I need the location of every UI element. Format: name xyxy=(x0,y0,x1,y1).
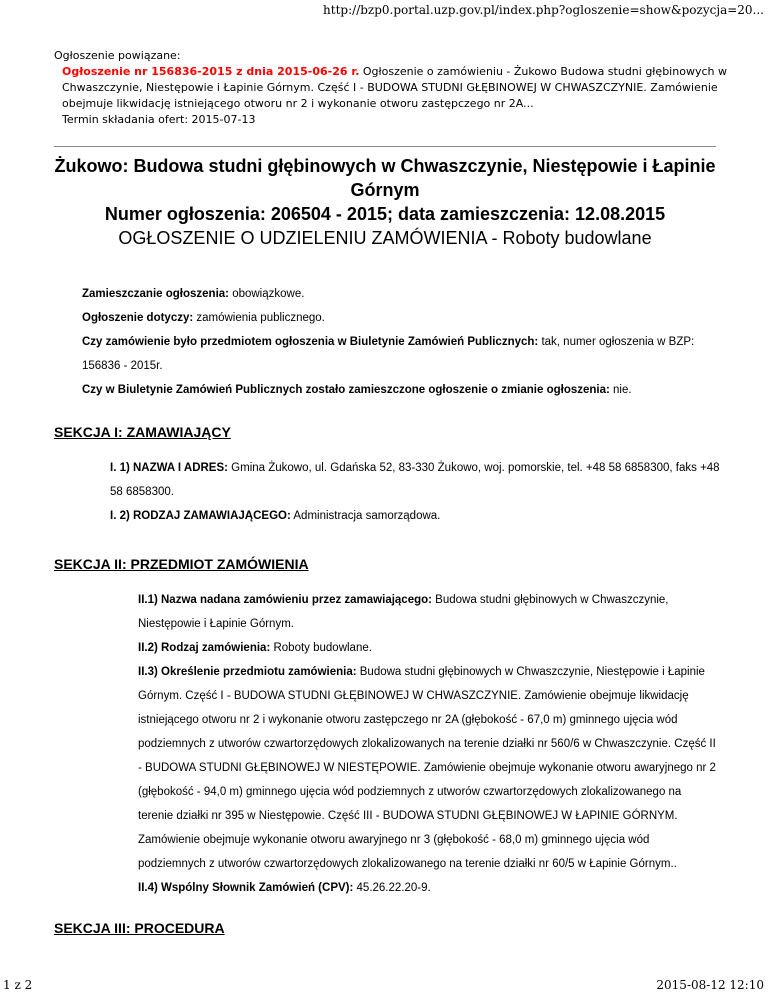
section-1-item: I. 2) RODZAJ ZAMAWIAJĄCEGO: Administracja samorządowa. xyxy=(110,510,441,522)
page-title xyxy=(54,154,716,250)
section-2-item: II.4) Wspólny Słownik Zamówień (CPV): 45.26.22.20-9. xyxy=(138,882,431,894)
related-notice-link[interactable]: Ogłoszenie nr 156836-2015 z dnia 2015-06-26 r. xyxy=(62,65,360,78)
section-2-item: II.2) Rodzaj zamówienia: Roboty budowlane. xyxy=(138,642,372,654)
section-2-body xyxy=(138,588,718,900)
divider xyxy=(54,146,716,147)
related-heading: Ogłoszenie powiązane: xyxy=(54,49,181,62)
related-notice xyxy=(54,48,734,128)
intro-block xyxy=(82,282,722,402)
related-notice-text: Ogłoszenie o zamówieniu - Żukowo Budowa studni głębinowych w Chwaszczynie, Niestępowie i Łapinie Górnym. Część I - BUDOWA STUDNI GŁĘBINOWEJ W CHWASZCZYNIE. Zamówienie obejmuje likwidację istniejącego otworu nr 2 i wykonanie otworu zastępczego nr 2A... xyxy=(62,65,727,110)
print-header-url: http://bzp0.portal.uzp.gov.pl/index.php?ogloszenie=show&pozycja=20... xyxy=(323,3,764,17)
title-line-1: Żukowo: Budowa studni głębinowych w Chwaszczynie, Niestępowie i Łapinie Górnym xyxy=(54,156,716,200)
intro-item: Zamieszczanie ogłoszenia: obowiązkowe. xyxy=(82,288,305,300)
intro-item: Czy zamówienie było przedmiotem ogłoszenia w Biuletynie Zamówień Publicznych: tak, numer ogłoszenia w BZP: 156836 - 2015r. xyxy=(82,336,695,372)
section-1-heading: SEKCJA I: ZAMAWIAJĄCY xyxy=(54,424,231,440)
section-3-heading: SEKCJA III: PROCEDURA xyxy=(54,920,225,936)
section-1-body xyxy=(110,456,720,528)
section-2-item: II.3) Określenie przedmiotu zamówienia: Budowa studni głębinowych w Chwaszczynie, Niestępowie i Łapinie Górnym. Część I - BUDOWA STUDNI GŁĘBINOWEJ W CHWASZCZYNIE. Zamówienie obejmuje likwidację istniejącego otworu nr 2 i wykonanie otworu zastępczego nr 2A (głębokość - 67,0 m) gminnego ujęcia wód podziemnych z utworów czwartorzędowych zlokalizowanych na terenie działki nr 560/6 w Chwaszczynie. Część II - BUDOWA STUDNI GŁĘBINOWEJ W NIESTĘPOWIE. Zamówienie obejmuje wykonanie otworu awaryjnego nr 2 (głębokość - 94,0 m) gminnego ujęcia wód podziemnych z utworów czwartorzędowych zlokalizowanego na terenie działki nr 395 w Niestępowie. Część III - BUDOWA STUDNI GŁĘBINOWEJ W ŁAPINIE GÓRNYM. Zamówienie obejmuje wykonanie otworu awaryjnego nr 3 (głębokość - 68,0 m) gminnego ujęcia wód podziemnych z utworów czwartorzędowych zlokalizowanego na terenie działki nr 60/5 w Łapinie Górnym.. xyxy=(138,666,716,870)
related-body xyxy=(54,64,734,112)
order-type: Roboty budowlane xyxy=(502,228,652,248)
notice-type: OGŁOSZENIE O UDZIELENIU ZAMÓWIENIA - xyxy=(118,228,503,248)
print-datetime: 2015-08-12 12:10 xyxy=(656,978,764,992)
intro-item: Ogłoszenie dotyczy: zamówienia publicznego. xyxy=(82,312,325,324)
page-number: 1 z 2 xyxy=(3,978,33,992)
title-line-2: Numer ogłoszenia: 206504 - 2015; data zamieszczenia: 12.08.2015 xyxy=(104,204,666,224)
intro-item: Czy w Biuletynie Zamówień Publicznych zostało zamieszczone ogłoszenie o zmianie ogłoszenia: nie. xyxy=(82,384,632,396)
related-deadline: Termin składania ofert: 2015-07-13 xyxy=(62,113,256,126)
section-2-heading: SEKCJA II: PRZEDMIOT ZAMÓWIENIA xyxy=(54,556,309,572)
section-2-item: II.1) Nazwa nadana zamówieniu przez zamawiającego: Budowa studni głębinowych w Chwaszczynie, Niestępowie i Łapinie Górnym. xyxy=(138,594,669,630)
section-1-item: I. 1) NAZWA I ADRES: Gmina Żukowo, ul. Gdańska 52, 83-330 Żukowo, woj. pomorskie, tel. +48 58 6858300, faks +48 58 6858300. xyxy=(110,462,720,498)
title-line-3 xyxy=(54,226,716,250)
